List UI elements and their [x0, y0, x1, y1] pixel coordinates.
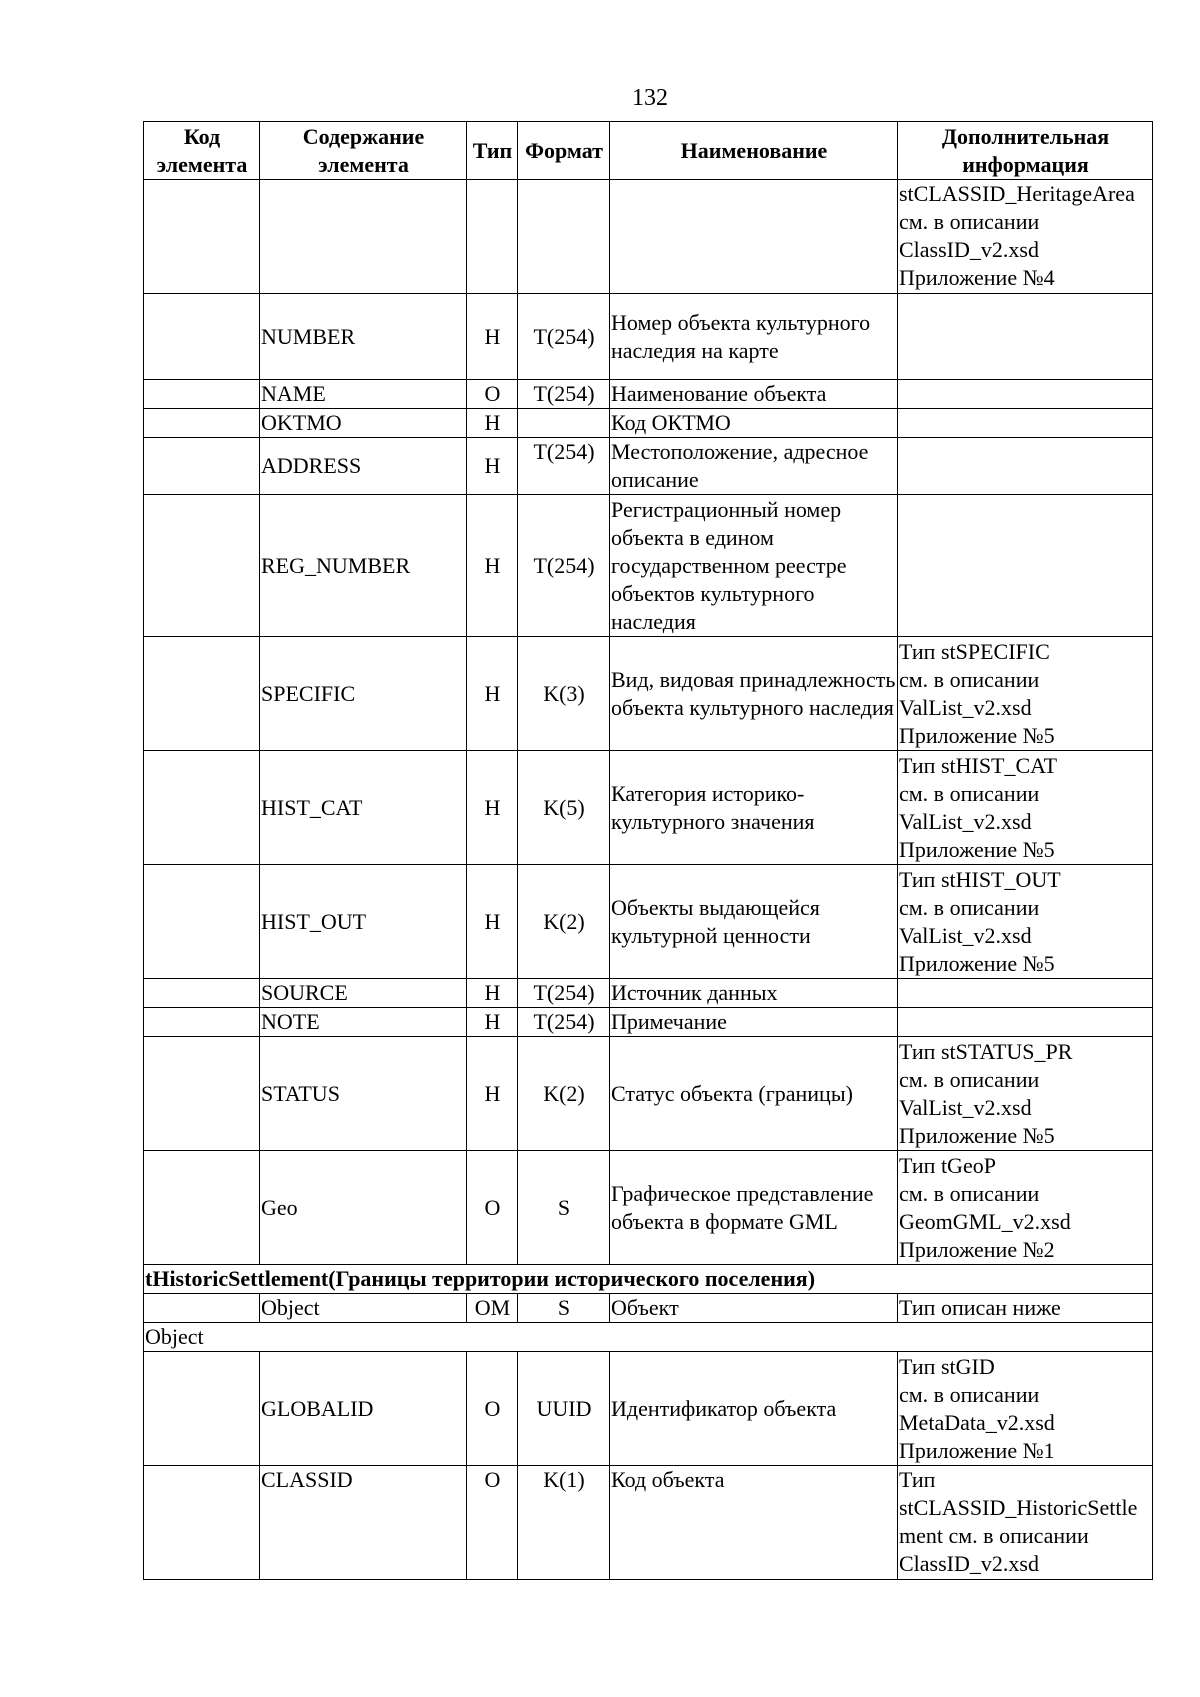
cell-name: Примечание [610, 1008, 898, 1037]
cell-name: Идентификатор объекта [610, 1352, 898, 1466]
cell-extra [898, 294, 1153, 380]
table-row [144, 438, 1153, 495]
cell-type [467, 180, 518, 294]
cell-format: K(2) [518, 865, 610, 979]
cell-type: Н [467, 637, 518, 751]
object-label: Object [144, 1323, 1153, 1352]
cell-format: K(1) [518, 1466, 610, 1580]
cell-code [144, 1352, 260, 1466]
section-title-row [144, 1265, 1153, 1294]
cell-name: Вид, видовая принадлежность объекта культурного наследия [610, 637, 898, 751]
table-row [144, 751, 1153, 865]
cell-content: HIST_CAT [260, 751, 467, 865]
cell-code [144, 409, 260, 438]
cell-name: Статус объекта (границы) [610, 1037, 898, 1151]
cell-type: Н [467, 495, 518, 637]
page-number: 132 [632, 85, 668, 111]
cell-extra: Тип stHIST_OUT см. в описании ValList_v2.xsd Приложение №5 [898, 865, 1153, 979]
table-row [144, 495, 1153, 637]
table-row [144, 1294, 1153, 1323]
cell-name: Источник данных [610, 979, 898, 1008]
cell-format: S [518, 1151, 610, 1265]
cell-content: Object [260, 1294, 467, 1323]
cell-content: SOURCE [260, 979, 467, 1008]
cell-code [144, 380, 260, 409]
table-row [144, 637, 1153, 751]
cell-format: K(2) [518, 1037, 610, 1151]
cell-type: О [467, 1352, 518, 1466]
header-name: Наименование [610, 122, 898, 180]
cell-name: Графическое представление объекта в формате GML [610, 1151, 898, 1265]
object-label-row [144, 1323, 1153, 1352]
table-row [144, 865, 1153, 979]
header-row [144, 122, 1153, 180]
table-row [144, 979, 1153, 1008]
cell-extra [898, 380, 1153, 409]
cell-extra: Тип stSTATUS_PR см. в описании ValList_v2.xsd Приложение №5 [898, 1037, 1153, 1151]
cell-format: K(5) [518, 751, 610, 865]
cell-content: OKTMO [260, 409, 467, 438]
cell-code [144, 637, 260, 751]
table-row [144, 1352, 1153, 1466]
cell-code [144, 1037, 260, 1151]
cell-content: GLOBALID [260, 1352, 467, 1466]
cell-type: Н [467, 294, 518, 380]
cell-content: HIST_OUT [260, 865, 467, 979]
cell-format: UUID [518, 1352, 610, 1466]
cell-extra: Тип stHIST_CAT см. в описании ValList_v2.xsd Приложение №5 [898, 751, 1153, 865]
cell-content: NOTE [260, 1008, 467, 1037]
cell-extra: Тип stCLASSID_HistoricSettlement см. в описании ClassID_v2.xsd [898, 1466, 1153, 1580]
cell-name: Код ОКТМО [610, 409, 898, 438]
cell-type: Н [467, 438, 518, 495]
cell-format: T(254) [518, 495, 610, 637]
cell-type: О [467, 380, 518, 409]
cell-extra [898, 409, 1153, 438]
table-row [144, 409, 1153, 438]
cell-extra: Тип stSPECIFIC см. в описании ValList_v2.xsd Приложение №5 [898, 637, 1153, 751]
table-row [144, 1466, 1153, 1580]
cell-format: T(254) [518, 438, 610, 495]
cell-type: О [467, 1151, 518, 1265]
cell-format: K(3) [518, 637, 610, 751]
cell-format: S [518, 1294, 610, 1323]
cell-format [518, 180, 610, 294]
header-content: Содержание элемента [260, 122, 467, 180]
cell-extra [898, 1008, 1153, 1037]
cell-content: SPECIFIC [260, 637, 467, 751]
cell-code [144, 495, 260, 637]
cell-content: NAME [260, 380, 467, 409]
cell-code [144, 1466, 260, 1580]
cell-code [144, 1151, 260, 1265]
cell-name: Регистрационный номер объекта в едином государственном реестре объектов культурного наследия [610, 495, 898, 637]
header-extra: Дополнительная информация [898, 122, 1153, 180]
cell-content: STATUS [260, 1037, 467, 1151]
header-format: Формат [518, 122, 610, 180]
cell-content: ADDRESS [260, 438, 467, 495]
cell-format: T(254) [518, 1008, 610, 1037]
cell-code [144, 294, 260, 380]
cell-code [144, 979, 260, 1008]
element-spec-table [143, 121, 1153, 1580]
cell-extra: Тип tGeoP см. в описании GeomGML_v2.xsd Приложение №2 [898, 1151, 1153, 1265]
cell-code [144, 751, 260, 865]
cell-code [144, 1294, 260, 1323]
header-type: Тип [467, 122, 518, 180]
cell-content [260, 180, 467, 294]
cell-code [144, 865, 260, 979]
cell-content: CLASSID [260, 1466, 467, 1580]
header-code: Код элемента [144, 122, 260, 180]
cell-type: Н [467, 979, 518, 1008]
section-title: tHistoricSettlement(Границы территории исторического поселения) [144, 1265, 1153, 1294]
cell-code [144, 180, 260, 294]
cell-name: Наименование объекта [610, 380, 898, 409]
cell-extra: stCLASSID_HeritageArea см. в описании ClassID_v2.xsd Приложение №4 [898, 180, 1153, 294]
cell-content: REG_NUMBER [260, 495, 467, 637]
table-row [144, 294, 1153, 380]
cell-type: О [467, 1466, 518, 1580]
cell-name [610, 180, 898, 294]
cell-type: ОМ [467, 1294, 518, 1323]
cell-extra: Тип описан ниже [898, 1294, 1153, 1323]
table-row [144, 180, 1153, 294]
table-row [144, 1037, 1153, 1151]
cell-extra [898, 438, 1153, 495]
cell-content: NUMBER [260, 294, 467, 380]
table-row [144, 1151, 1153, 1265]
cell-type: Н [467, 1008, 518, 1037]
cell-extra [898, 495, 1153, 637]
cell-extra [898, 979, 1153, 1008]
cell-format: T(254) [518, 979, 610, 1008]
cell-name: Объект [610, 1294, 898, 1323]
cell-type: Н [467, 865, 518, 979]
cell-type: Н [467, 1037, 518, 1151]
table-row [144, 380, 1153, 409]
cell-extra: Тип stGID см. в описании MetaData_v2.xsd Приложение №1 [898, 1352, 1153, 1466]
cell-type: Н [467, 409, 518, 438]
table-row [144, 1008, 1153, 1037]
cell-name: Номер объекта культурного наследия на карте [610, 294, 898, 380]
cell-code [144, 1008, 260, 1037]
cell-format: T(254) [518, 294, 610, 380]
cell-code [144, 438, 260, 495]
cell-name: Категория историко-культурного значения [610, 751, 898, 865]
cell-name: Объекты выдающейся культурной ценности [610, 865, 898, 979]
cell-name: Код объекта [610, 1466, 898, 1580]
cell-content: Geo [260, 1151, 467, 1265]
cell-format [518, 409, 610, 438]
cell-name: Местоположение, адресное описание [610, 438, 898, 495]
cell-format: T(254) [518, 380, 610, 409]
cell-type: Н [467, 751, 518, 865]
